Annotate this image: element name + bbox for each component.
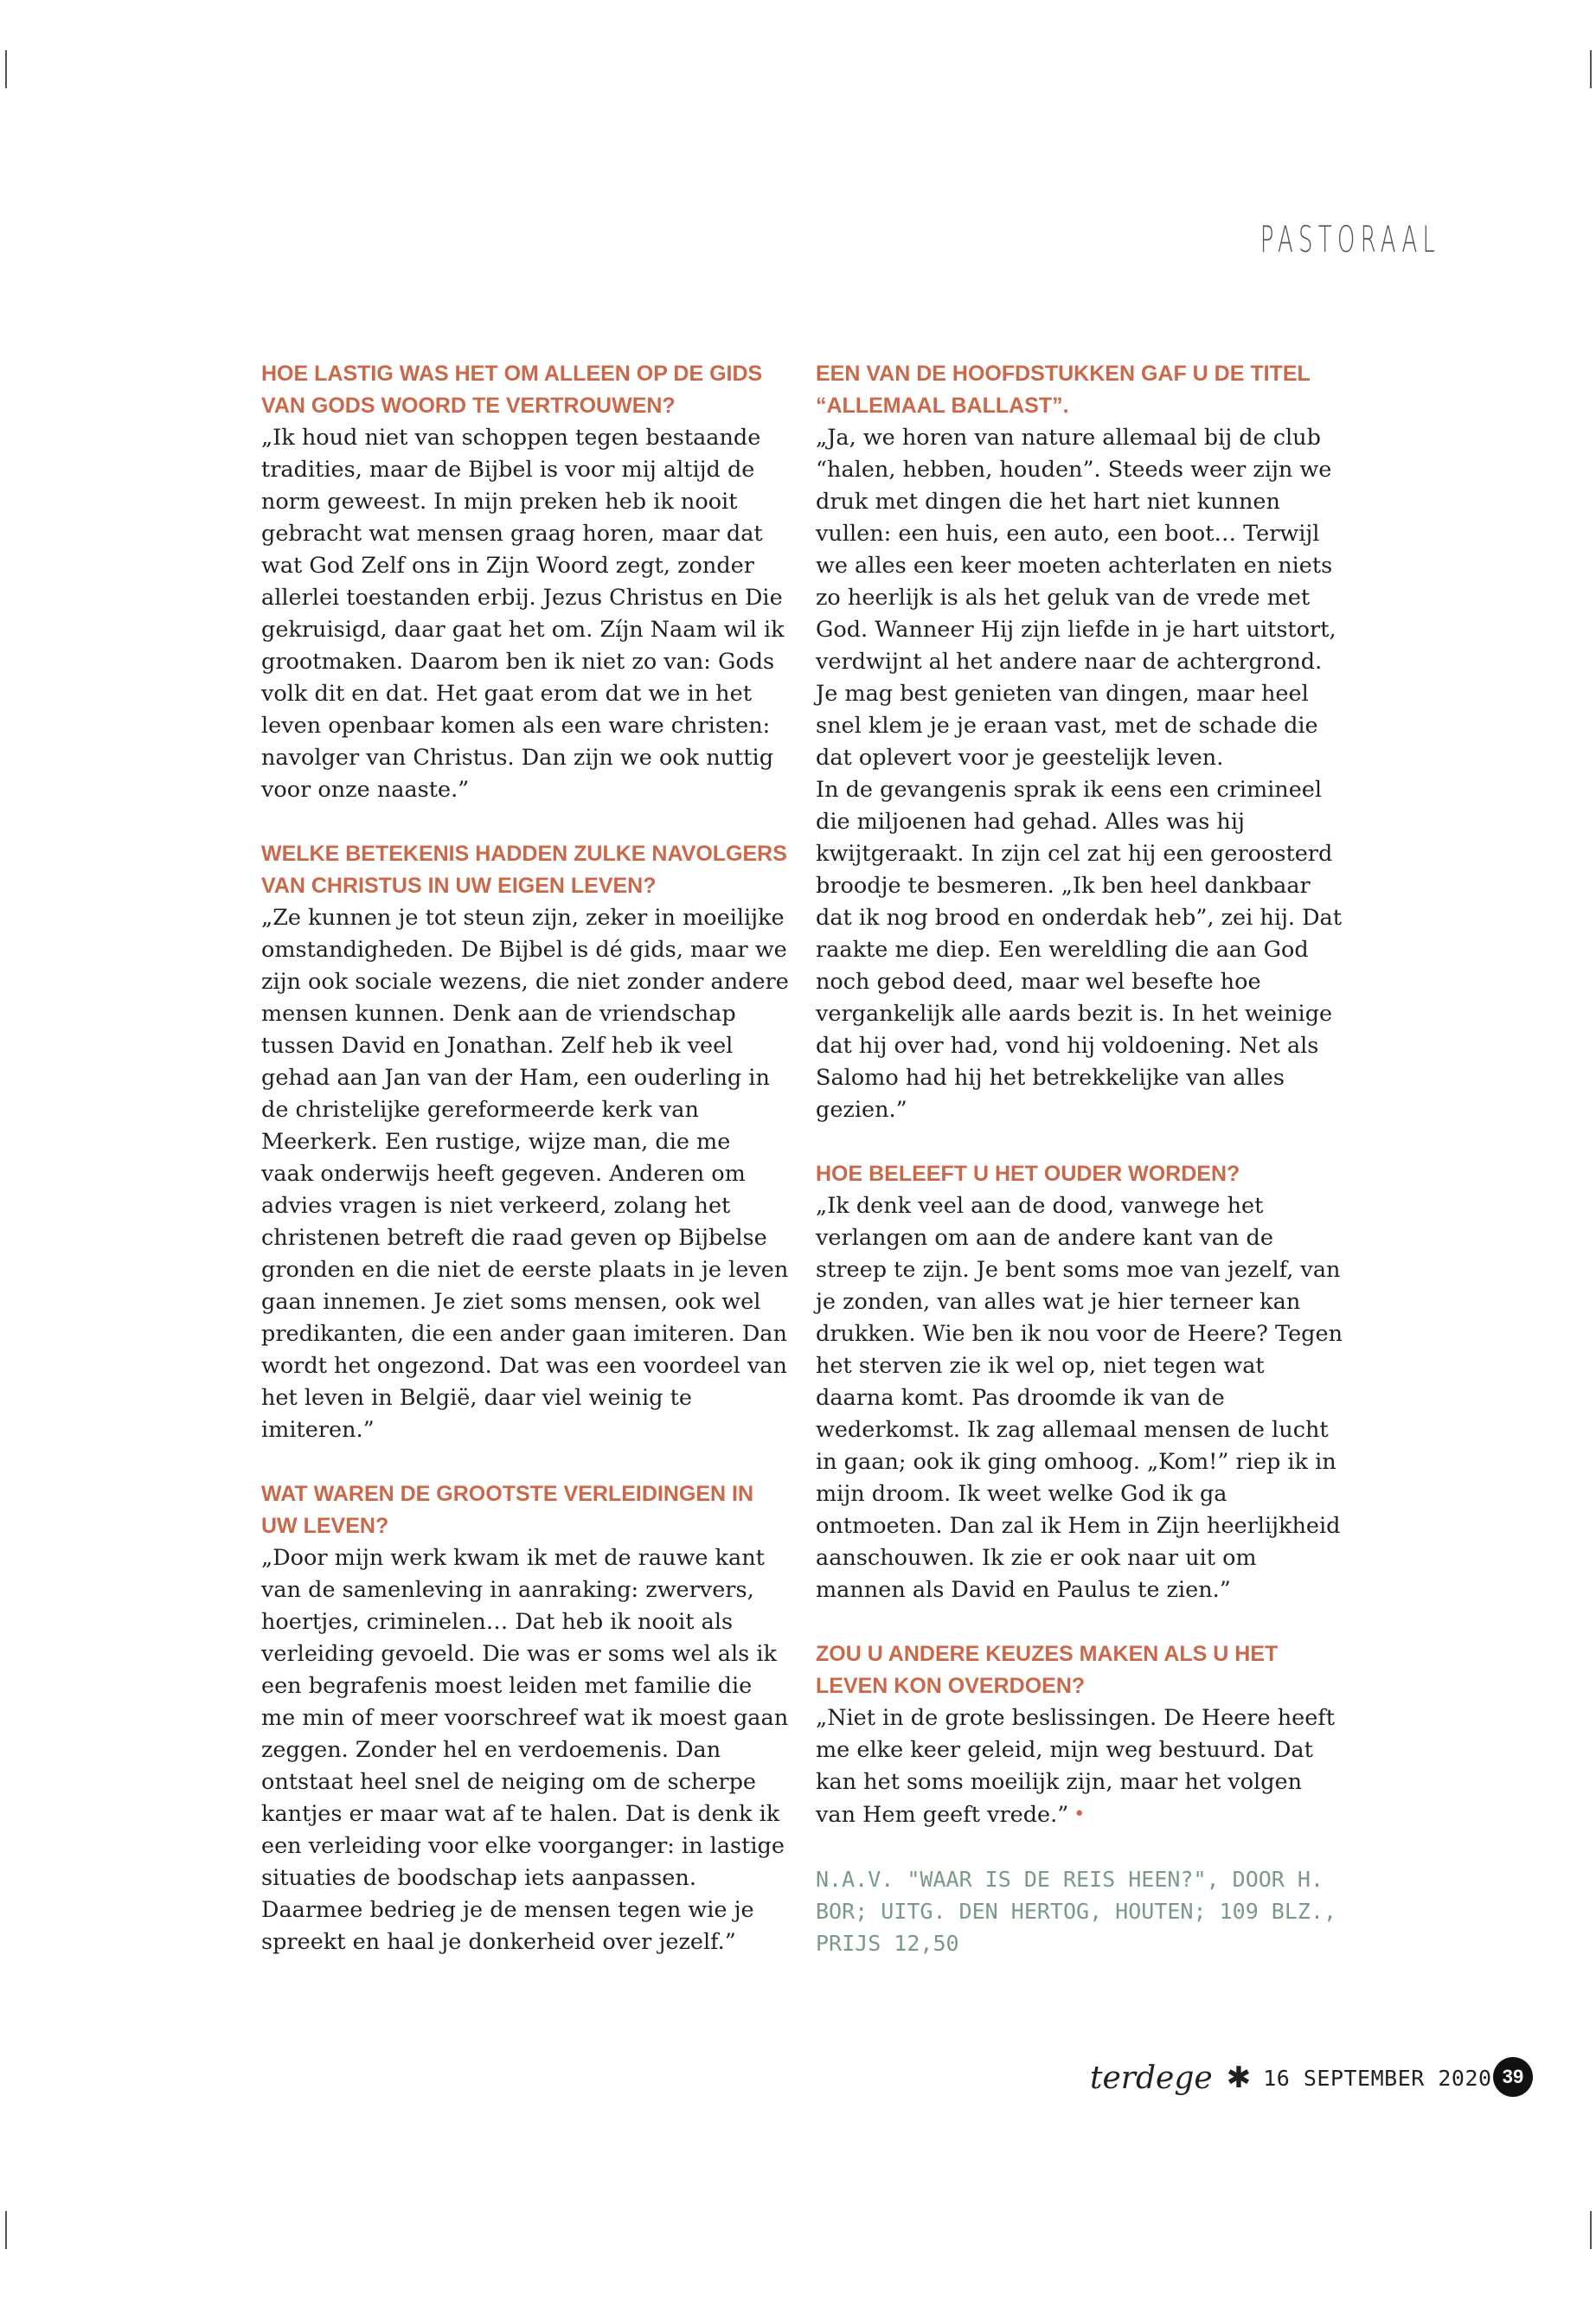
answer-text: In de gevangenis sprak ik eens een crimineel die miljoenen had gehad. Alles was hij kwijtgeraakt. In zijn cel zat hij een geroosterd broodje te besmeren. „Ik ben heel dankbaar dat ik nog brood en onderdak heb”, zei hij. Dat raakte me diep. Een wereldling die aan God noch gebod deed, maar wel besefte hoe vergankelijk alle aards bezit is. In het weinige dat hij over had, vond hij voldoening. Net als Salomo had hij het betrekkelijke van alles gezien.” xyxy=(816,777,1342,1123)
issue-date: 16 SEPTEMBER 2020 xyxy=(1263,2065,1492,2091)
left-column xyxy=(261,358,789,1958)
crop-mark-bottom-left xyxy=(5,2211,7,2249)
answer-text: „Ja, we horen van nature allemaal bij de club “halen, hebben, houden”. Steeds weer zijn we druk met dingen die het hart niet kunnen vullen: een huis, een auto, een boot… Terwijl we alles een keer moeten achterlaten en niets zo heerlijk is als het geluk van de vrede met God. Wanneer Hij zijn liefde in je hart uitstort, verdwijnt al het andere naar de achtergrond. Je mag best genieten van dingen, maar heel snel klem je je eraan vast, met de schade die dat oplevert voor je geestelijk leven. xyxy=(816,425,1336,771)
crop-mark-top-right xyxy=(1590,50,1592,88)
page-footer xyxy=(1090,2059,1492,2097)
end-mark-icon: • xyxy=(1074,1804,1086,1825)
qa-block-1 xyxy=(261,358,789,806)
section-label: PASTORAAL xyxy=(1259,218,1440,260)
question-heading: WAT WAREN DE GROOTSTE VERLEIDINGEN IN UW LEVEN? xyxy=(261,1482,754,1538)
answer-text: „Door mijn werk kwam ik met de rauwe kant van de samenleving in aanraking: zwervers, hoertjes, criminelen… Dat heb ik nooit als verleiding gevoeld. Die was er soms wel als ik een begrafenis moest leiden met familie die me min of meer voorschreef wat ik moest gaan zeggen. Zonder hel en verdoemenis. Dan ontstaat heel snel de neiging om de scherpe kantjes er maar wat af te halen. Dat is denk ik een verleiding voor elke voorganger: in lastige situaties de boodschap iets aanpassen. Daarmee bedrieg je de mensen tegen wie je spreekt en haal je donkerheid over jezelf.” xyxy=(261,1545,789,1955)
asterisk-icon: ✱ xyxy=(1226,2061,1252,2095)
answer-text: „Ze kunnen je tot steun zijn, zeker in moeilijke omstandigheden. De Bijbel is dé gids, maar we zijn ook sociale wezens, die niet zonder andere mensen kunnen. Denk aan de vriendschap tussen David en Jonathan. Zelf heb ik veel gehad aan Jan van der Ham, een ouderling in de christelijke gereformeerde kerk van Meerkerk. Een rustige, wijze man, die me vaak onderwijs heeft gegeven. Anderen om advies vragen is niet verkeerd, zolang het christenen betreft die raad geven op Bijbelse gronden en die niet de eerste plaats in je leven gaan innemen. Je ziet soms mensen, ook wel predikanten, die een ander gaan imiteren. Dan wordt het ongezond. Dat was een voordeel van het leven in België, daar viel weinig te imiteren.” xyxy=(261,905,789,1443)
qa-block-6 xyxy=(816,1638,1343,1831)
qa-block-3 xyxy=(261,1478,789,1958)
qa-block-5 xyxy=(816,1158,1343,1606)
answer-text: „Ik denk veel aan de dood, vanwege het verlangen om aan de andere kant van de streep te zijn. Je bent soms moe van jezelf, van je zonden, van alles wat je hier terneer kan drukken. Wie ben ik nou voor de Heere? Tegen het sterven zie ik wel op, niet tegen wat daarna komt. Pas droomde ik van de wederkomst. Ik zag allemaal mensen de lucht in gaan; ook ik ging omhoog. „Kom!” riep ik in mijn droom. Ik weet welke God ik ga ontmoeten. Dan zal ik Hem in Zijn heerlijkheid aanschouwen. Ik zie er ook naar uit om mannen als David en Paulus te zien.” xyxy=(816,1193,1343,1603)
qa-block-2 xyxy=(261,838,789,1446)
question-heading: HOE LASTIG WAS HET OM ALLEEN OP DE GIDS VAN GODS WOORD TE VERTROUWEN? xyxy=(261,362,763,418)
question-heading: HOE BELEEFT U HET OUDER WORDEN? xyxy=(816,1162,1240,1186)
magazine-logo: terdege xyxy=(1090,2060,1213,2096)
question-heading: WELKE BETEKENIS HADDEN ZULKE NAVOLGERS VAN CHRISTUS IN UW EIGEN LEVEN? xyxy=(261,842,787,898)
answer-text: „Ik houd niet van schoppen tegen bestaande tradities, maar de Bijbel is voor mij altijd de norm geweest. In mijn preken heb ik nooit gebracht wat mensen graag horen, maar dat wat God Zelf ons in Zijn Woord zegt, zonder allerlei toestanden erbij. Jezus Christus en Die gekruisigd, daar gaat het om. Zíjn Naam wil ik grootmaken. Daarom ben ik niet zo van: Gods volk dit en dat. Het gaat erom dat we in het leven openbaar komen als een ware christen: navolger van Christus. Dan zijn we ook nuttig voor onze naaste.” xyxy=(261,425,785,803)
crop-mark-bottom-right xyxy=(1590,2211,1592,2249)
page-number: 39 xyxy=(1493,2057,1533,2097)
question-heading: EEN VAN DE HOOFDSTUKKEN GAF U DE TITEL “ALLEMAAL BALLAST”. xyxy=(816,362,1311,418)
right-column xyxy=(816,358,1343,1959)
answer-text xyxy=(816,1702,1343,1831)
question-heading: ZOU U ANDERE KEUZES MAKEN ALS U HET LEVEN KON OVERDOEN? xyxy=(816,1642,1279,1698)
crop-mark-top-left xyxy=(5,50,7,88)
source-credit: N.A.V. "WAAR IS DE REIS HEEN?", DOOR H. BOR; UITG. DEN HERTOG, HOUTEN; 109 BLZ., PRIJS 12,50 xyxy=(816,1867,1337,1956)
qa-block-4 xyxy=(816,358,1343,1126)
answer-text-content: „Niet in de grote beslissingen. De Heere heeft me elke keer geleid, mijn weg bestuurd. Dat kan het soms moeilijk zijn, maar het volgen van Hem geeft vrede.” xyxy=(816,1705,1335,1828)
